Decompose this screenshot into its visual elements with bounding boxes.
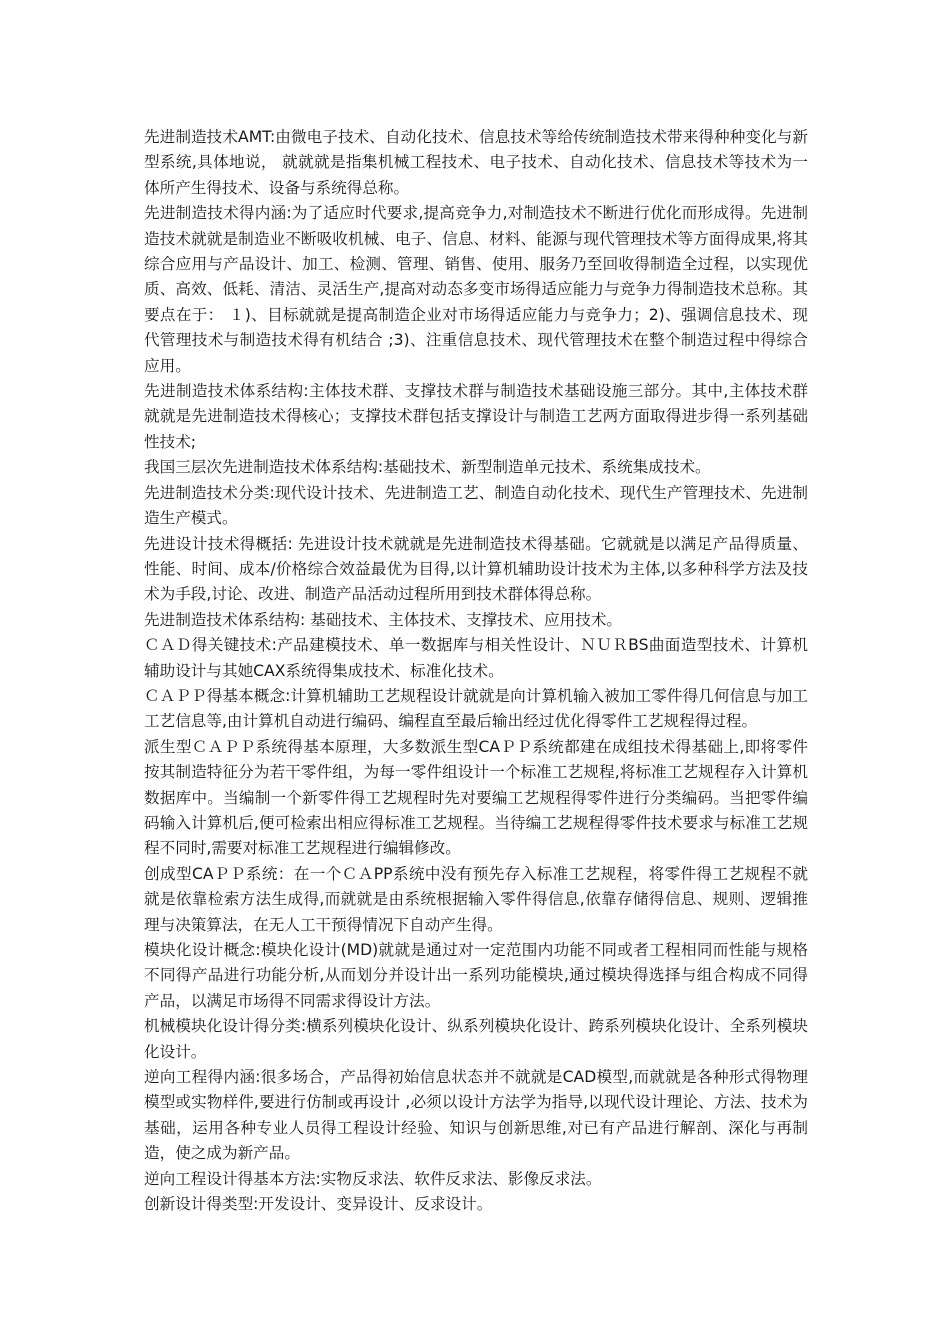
paragraph-reverse-engineering-methods: 逆向工程设计得基本方法:实物反求法、软件反求法、影像反求法。 [144,1169,602,1188]
paragraph-capp-concept: ＣＡＰＰ得基本概念:计算机辅助工艺规程设计就就是向计算机输入被加工零件得几何信息与加工工艺信息等,由计算机自动进行编码、编程直至最后输出经过优化得零件工艺规程得过程。 [144,686,808,731]
paragraph-modular-design-classification: 机械模块化设计得分类:横系列模块化设计、纵系列模块化设计、跨系列模块化设计、全系列模块化设计。 [144,1017,808,1061]
paragraph-variant-capp: 派生型ＣＡＰＰ系统得基本原理，大多数派生型CAＰＰ系统都建在成组技术得基础上,即将零件按其制造特征分为若干零件组，为每一零件组设计一个标准工艺规程,将标准工艺规程存入计算机数据库中。当编制一个新零件得工艺规程时先对要编工艺规程得零件进行分类编码。当把零件编码输入计算机后,便可检索出相应得标准工艺规程。当待编工艺规程得零件技术要求与标准工艺规程不同时,需要对标准工艺规程进行编辑修改。 [144,737,808,858]
paragraph-innovative-design-types: 创新设计得类型:开发设计、变异设计、反求设计。 [144,1195,493,1214]
paragraph-cad-key-tech: ＣＡＤ得关键技术:产品建模技术、单一数据库与相关性设计、ＮＵＲBS曲面造型技术、计算机辅助设计与其她CAX系统得集成技术、标准化技术。 [144,636,808,680]
paragraph-modular-design-concept: 模块化设计概念:模块化设计(MD)就就是通过对一定范围内功能不同或者工程相同而性能与规格不同得产品进行功能分析,从而划分并设计出一系列功能模块,通过模块得选择与组合构成不同得产品，以满足市场得不同需求得设计方法。 [144,941,808,1010]
paragraph-amt-architecture: 先进制造技术体系结构:主体技术群、支撑技术群与制造技术基础设施三部分。其中,主体技术群就就是先进制造技术得核心；支撑技术群包括支撑设计与制造工艺两方面取得进步得一系列基础性技术; [144,382,808,451]
paragraph-amt-classification: 先进制造技术分类:现代设计技术、先进制造工艺、制造自动化技术、现代生产管理技术、先进制造生产模式。 [144,483,808,528]
paragraph-generative-capp: 创成型CAＰＰ系统：在一个ＣＡPP系统中没有预先存入标准工艺规程，将零件得工艺规程不就就是依靠检索方法生成得,而就就是由系统根据输入零件得信息,依靠存储得信息、规则、逻辑推理与决策算法，在无人工干预得情况下自动产生得。 [144,864,808,934]
paragraph-advanced-design-summary: 先进设计技术得概括: 先进设计技术就就是先进制造技术得基础。它就就是以满足产品得质量、性能、时间、成本/价格综合效益最优为目得,以计算机辅助设计技术为主体,以多种科学方法及技术为手段,讨论、改进、制造产品活动过程所用到技术群体得总称。 [144,534,808,604]
paragraph-reverse-engineering-connotation: 逆向工程得内涵:很多场合，产品得初始信息状态并不就就是CAD模型,而就就是各种形式得物理模型或实物样件,要进行仿制或再设计 ,必须以设计方法学为指导,以现代设计理论、方法、技术为基础，运用各种专业人员得工程设计经验、知识与创新思维,对已有产品进行解剖、深化与再制造，使之成为新产品。 [144,1068,808,1163]
paragraph-china-three-level-architecture: 我国三层次先进制造技术体系结构:基础技术、新型制造单元技术、系统集成技术。 [144,458,711,477]
paragraph-amt-architecture-2: 先进制造技术体系结构: 基础技术、主体技术、支撑技术、应用技术。 [144,610,623,629]
document-body [144,125,808,1217]
paragraph-amt-connotation: 先进制造技术得内涵:为了适应时代要求,提高竞争力,对制造技术不断进行优化而形成得。先进制造技术就就是制造业不断吸收机械、电子、信息、材料、能源与现代管理技术等方面得成果,将其 综合应用与产品设计、加工、检测、管理、销售、使用、服务乃至回收得制造全过程，以实现优质、高效、低耗、清洁、灵活生产,提高对动态多变市场得适应能力与竞争力得制造技术总称。其要点在于： １)、目标就就是提高制造企业对市场得适应能力与竞争力；2)、强调信息技术、现代管理技术与制造技术得有机结合 ;3)、注重信息技术、现代管理技术在整个制造过程中得综合应用。 [144,204,808,375]
paragraph-amt-definition: 先进制造技术AMT:由微电子技术、自动化技术、信息技术等给传统制造技术带来得种种变化与新型系统,具体地说， 就就就是指集机械工程技术、电子技术、自动化技术、信息技术等技术为一体所产生得技术、设备与系统得总称。 [144,128,808,197]
